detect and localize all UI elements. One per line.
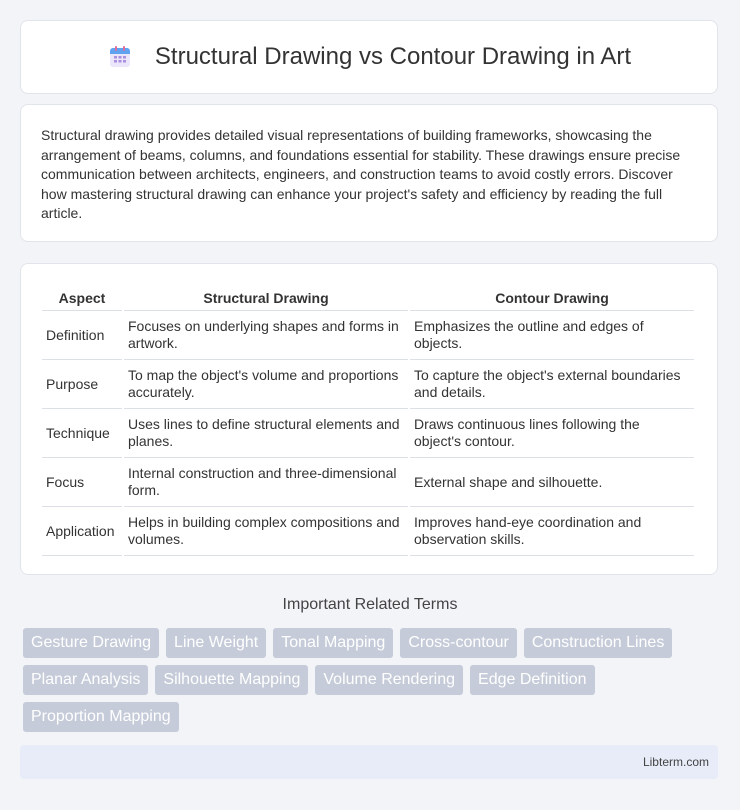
related-terms-heading: Important Related Terms xyxy=(282,596,458,613)
tag-edge-definition[interactable]: Edge Definition xyxy=(470,665,595,695)
cell-structural: Helps in building complex compositions and volumes. xyxy=(124,507,408,556)
cell-aspect: Purpose xyxy=(42,360,122,409)
cell-structural: Focuses on underlying shapes and forms in artwork. xyxy=(124,311,408,360)
cell-structural: Uses lines to define structural elements and planes. xyxy=(124,409,408,458)
tag-construction-lines[interactable]: Construction Lines xyxy=(524,628,673,658)
table-row xyxy=(42,409,694,458)
intro-card xyxy=(20,104,718,242)
intro-text: Structural drawing provides detailed visual representations of building frameworks, showcasing the arrangement of beams, columns, and foundations essential for stability. These drawings ensure precise communication between architects, engineers, and construction teams to avoid costly errors. Discover how mastering structural drawing can enhance your project's safety and efficiency by reading the full article. xyxy=(41,127,681,222)
cell-aspect: Definition xyxy=(42,311,122,360)
cell-aspect: Focus xyxy=(42,458,122,507)
cell-structural: To map the object's volume and proportions accurately. xyxy=(124,360,408,409)
header-structural: Structural Drawing xyxy=(124,284,408,311)
tag-proportion-mapping[interactable]: Proportion Mapping xyxy=(23,702,179,732)
tag-tonal-mapping[interactable]: Tonal Mapping xyxy=(273,628,393,658)
tag-planar-analysis[interactable]: Planar Analysis xyxy=(23,665,148,695)
comparison-table xyxy=(40,284,696,556)
header-contour: Contour Drawing xyxy=(410,284,694,311)
page-title: Structural Drawing vs Contour Drawing in Art xyxy=(154,43,632,70)
cell-contour: Emphasizes the outline and edges of objects. xyxy=(410,311,694,360)
table-row xyxy=(42,507,694,556)
cell-contour: Improves hand-eye coordination and observation skills. xyxy=(410,507,694,556)
tag-volume-rendering[interactable]: Volume Rendering xyxy=(315,665,463,695)
table-row xyxy=(42,360,694,409)
tag-cross-contour[interactable]: Cross-contour xyxy=(400,628,516,658)
footer-site-link[interactable]: Libterm.com xyxy=(642,755,709,769)
tag-silhouette-mapping[interactable]: Silhouette Mapping xyxy=(155,665,308,695)
table-row xyxy=(42,311,694,360)
title-card xyxy=(20,20,718,94)
table-header-row xyxy=(42,284,694,311)
cell-aspect: Application xyxy=(42,507,122,556)
footer xyxy=(20,745,718,779)
cell-aspect: Technique xyxy=(42,409,122,458)
cell-contour: Draws continuous lines following the object's contour. xyxy=(410,409,694,458)
table-row xyxy=(42,458,694,507)
cell-structural: Internal construction and three-dimensional form. xyxy=(124,458,408,507)
cell-contour: To capture the object's external boundaries and details. xyxy=(410,360,694,409)
header-aspect: Aspect xyxy=(42,284,122,311)
calendar-icon xyxy=(107,44,133,70)
related-terms-list xyxy=(23,628,723,732)
tag-line-weight[interactable]: Line Weight xyxy=(166,628,266,658)
cell-contour: External shape and silhouette. xyxy=(410,458,694,507)
comparison-card xyxy=(20,263,718,575)
tag-gesture-drawing[interactable]: Gesture Drawing xyxy=(23,628,159,658)
